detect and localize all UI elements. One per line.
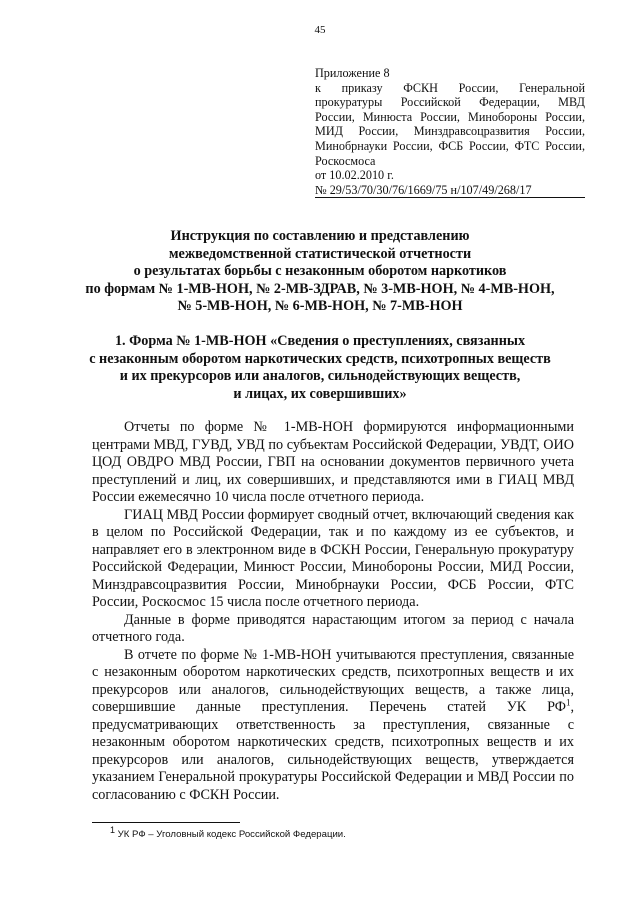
appendix-line: Роскосмоса	[315, 153, 376, 168]
appendix-header	[315, 66, 585, 198]
footnote	[110, 824, 346, 840]
document-title	[62, 228, 578, 316]
appendix-line: прокуратуры Российской Федерации, МВД	[315, 95, 585, 110]
section-title-line: и лицах, их совершивших»	[233, 385, 407, 402]
title-line: № 5-МВ-НОН, № 6-МВ-НОН, № 7-МВ-НОН	[177, 298, 463, 315]
paragraph-text: В отчете по форме № 1-МВ-НОН учитываются преступления, связанные с незаконным оборотом наркотических средств, психотропных веществ и их прекурсоров или аналогов, сильнодействующих веществ, а также лица, совершившие данные преступления. Перечень статей УК РФ	[92, 646, 574, 715]
order-number-line	[315, 183, 585, 198]
paragraph	[92, 647, 574, 805]
footnote-mark: 1	[110, 824, 116, 835]
title-line: Инструкция по составлению и представлению	[170, 228, 470, 244]
paragraph: Отчеты по форме № 1-МВ-НОН формируются информационными центрами МВД, ГУВД, УВД по субъектам Российской Федерации, УВДТ, ОИО ЦОД ОВДРО МВД России, ГВП на основании документов первичного учета преступлений и лиц, их совершивших, и представляются ими в ГИАЦ МВД России ежемесячно 10 числа после отчетного периода.	[92, 419, 574, 505]
title-line: по формам № 1-МВ-НОН, № 2-МВ-ЗДРАВ, № 3-МВ-НОН, № 4-МВ-НОН,	[85, 280, 555, 297]
appendix-line: к приказу ФСКН России, Генеральной	[315, 80, 585, 95]
section-title-line: и их прекурсоров или аналогов, сильнодействующих веществ,	[119, 368, 521, 385]
appendix-line: Минобрнауки России, ФСБ России, ФТС России,	[315, 138, 585, 153]
footnote-text: УК РФ – Уголовный кодекс Российской Федерации.	[115, 829, 346, 840]
section-title	[62, 333, 578, 403]
footnote-reference[interactable]: 1	[565, 697, 571, 708]
body-text	[92, 419, 574, 804]
paragraph-text: , предусматривающих ответственность за преступления, связанные с незаконным оборотом наркотических средств, психотропных веществ и их прекурсоров или аналогов, сильнодействующих веществ, утверждается указанием Генеральной прокуратуры Российской Федерации и МВД России по согласованию с ФСКН России.	[92, 699, 574, 803]
page-number: 45	[314, 24, 326, 36]
section-title-line: 1. Форма № 1-МВ-НОН «Сведения о преступлениях, связанных	[114, 333, 526, 349]
order-number-prefix: №	[315, 182, 330, 197]
appendix-date: от 10.02.2010 г.	[315, 168, 394, 183]
paragraph: ГИАЦ МВД России формирует сводный отчет, включающий сведения как в целом по Российской Федерации, так и по каждому из ее субъектов, и направляет его в электронном виде в ФСКН России, Генеральную прокуратуру Российской Федерации, Минюст России, Минобороны России, МИД России, Минздравсоцразвития России, Минобрнауки России, ФСБ России, ФТС России, Роскосмос 15 числа после отчетного периода.	[92, 506, 574, 610]
title-line: о результатах борьбы с незаконным оборотом наркотиков	[133, 263, 507, 280]
appendix-line: России, Минюста России, Минобороны России,	[315, 109, 585, 124]
appendix-line: Приложение 8	[315, 66, 390, 80]
title-line: межведомственной статистической отчетности	[168, 245, 472, 262]
footnote-divider	[92, 822, 240, 823]
appendix-line: МИД России, Минздравсоцразвития России,	[315, 124, 585, 139]
order-number: 29/53/70/30/76/1669/75 н/107/49/268/17	[329, 182, 532, 197]
section-title-line: с незаконным оборотом наркотических средств, психотропных веществ	[89, 350, 551, 367]
paragraph: Данные в форме приводятся нарастающим итогом за период с начала отчетного года.	[92, 611, 574, 645]
